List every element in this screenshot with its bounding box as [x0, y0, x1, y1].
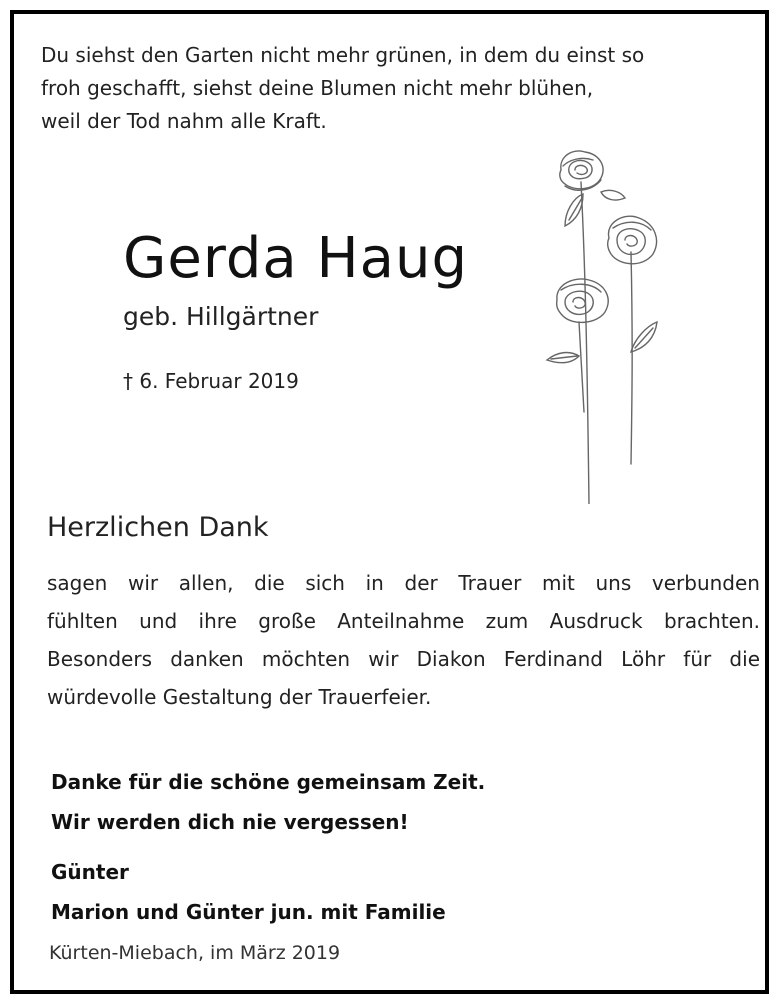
thanks-line: fühlten und ihre große Anteilnahme zum Ausdruck brachten.	[47, 609, 760, 633]
rose-left-icon	[557, 279, 608, 322]
maiden-name: geb. Hillgärtner	[123, 302, 319, 331]
poem-line: Du siehst den Garten nicht mehr grünen, in dem du einst so	[41, 43, 645, 67]
thanks-body	[47, 564, 760, 716]
poem-line: weil der Tod nahm alle Kraft.	[41, 109, 327, 133]
farewell-line: Wir werden dich nie vergessen!	[51, 810, 409, 834]
obituary-card	[10, 10, 769, 994]
thanks-line: sagen wir allen, die sich in der Trauer mit uns verbunden	[47, 571, 760, 595]
farewell-message	[51, 762, 485, 842]
poem-line: froh geschafft, siehst deine Blumen nicht mehr blühen,	[41, 76, 594, 100]
poem	[41, 39, 741, 138]
farewell-line: Danke für die schöne gemeinsam Zeit.	[51, 770, 486, 794]
deceased-name: Gerda Haug	[123, 226, 469, 291]
rose-right-icon	[608, 216, 657, 264]
roses-line-drawing-icon	[539, 142, 669, 504]
thanks-heading: Herzlichen Dank	[47, 512, 269, 543]
signer-line: Marion und Günter jun. mit Familie	[51, 900, 446, 924]
death-date: † 6. Februar 2019	[123, 369, 299, 393]
signer-line: Günter	[51, 860, 129, 884]
signers	[51, 852, 446, 932]
place-date: Kürten-Miebach, im März 2019	[49, 942, 341, 964]
thanks-line: würdevolle Gestaltung der Trauerfeier.	[47, 685, 432, 709]
thanks-line: Besonders danken möchten wir Diakon Ferdinand Löhr für die	[47, 647, 760, 671]
